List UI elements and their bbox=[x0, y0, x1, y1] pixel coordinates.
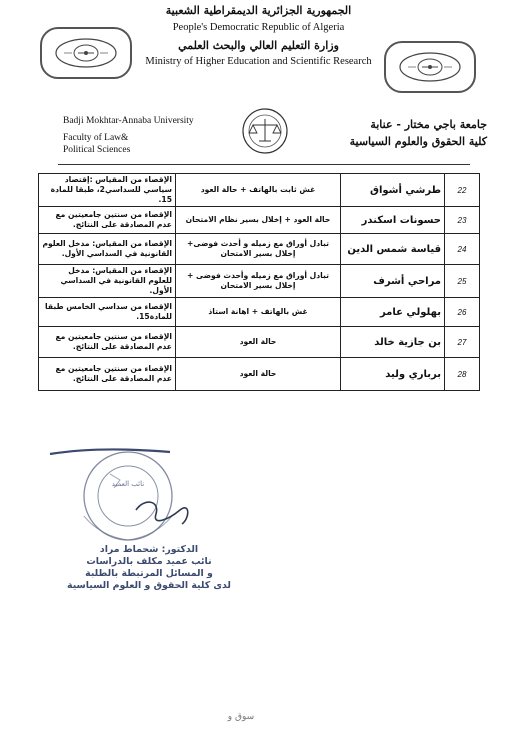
university-name-arabic: جامعة باجي مختار - عنابة bbox=[370, 118, 487, 131]
ministry-english: Ministry of Higher Education and Scientific Research bbox=[145, 56, 372, 67]
faculty-english-line2: Political Sciences bbox=[63, 145, 131, 155]
header-divider bbox=[58, 164, 470, 165]
table-row bbox=[39, 358, 480, 391]
signatory-role-line1: نائب عميد مكلف بالدراسات bbox=[86, 556, 212, 567]
table-row bbox=[39, 265, 480, 298]
left-university-logo bbox=[40, 27, 132, 79]
student-name: مراحي أشرف bbox=[341, 265, 445, 298]
sanction-cell: الإقصاء من سنتين جامعيتين مع عدم المصادقة على النتائج. bbox=[39, 358, 176, 391]
offense-cell: حالة العود bbox=[176, 327, 341, 358]
stamp-signature-area bbox=[40, 440, 231, 610]
offense-cell: حالة العود + إخلال بسير نظام الامتحان bbox=[176, 207, 341, 234]
university-seal-icon bbox=[386, 43, 474, 91]
right-university-logo bbox=[384, 41, 476, 93]
emblem-icon bbox=[232, 103, 298, 161]
page-footer: سوق و bbox=[227, 712, 255, 722]
student-name: طرشي أشواق bbox=[341, 174, 445, 207]
ministry-arabic: وزارة التعليم العالي والبحث العلمي bbox=[178, 39, 339, 52]
sanction-cell: الإقصاء من المقياس: مدخل العلوم القانونية في السداسي الأول. bbox=[39, 234, 176, 265]
official-stamp-icon bbox=[40, 440, 220, 550]
row-number: 26 bbox=[445, 298, 480, 327]
offense-cell: تبادل أوراق مع زميله و أحدث فوضى+ إخلال بسير الامتحان bbox=[176, 234, 341, 265]
student-name: بن جازية خالد bbox=[341, 327, 445, 358]
sanction-cell: الإقصاء من المقياس: مدخل للعلوم القانونية في السداسي الأول. bbox=[39, 265, 176, 298]
signatory-role-line2: و المسائل المرتبطة بالطلبة bbox=[85, 568, 213, 579]
stamp-text: نائب العميد bbox=[111, 480, 145, 488]
university-name-english: Badji Mokhtar-Annaba University bbox=[63, 116, 194, 126]
faculty-name-arabic: كلية الحقوق والعلوم السياسية bbox=[349, 135, 487, 148]
row-number: 25 bbox=[445, 265, 480, 298]
row-number: 28 bbox=[445, 358, 480, 391]
sanction-cell: الإقصاء من سنتين جامعيتين مع عدم المصادقة على النتائج. bbox=[39, 327, 176, 358]
sanction-cell: الإقصاء من سنتين جامعيتين مع عدم المصادقة على النتائج. bbox=[39, 207, 176, 234]
offense-cell: غش ثابت بالهاتف + حالة العود bbox=[176, 174, 341, 207]
table-row bbox=[39, 174, 480, 207]
row-number: 24 bbox=[445, 234, 480, 265]
sanction-cell: الإقصاء من المقياس :إقتصاد سياسي للسداسي2، طبقا للمادة 15. bbox=[39, 174, 176, 207]
table-row bbox=[39, 327, 480, 358]
offense-cell: حالة العود bbox=[176, 358, 341, 391]
table-row bbox=[39, 298, 480, 327]
row-number: 23 bbox=[445, 207, 480, 234]
offense-cell: تبادل أوراق مع زميله وأحدث فوضى + إخلال بسير الامتحان bbox=[176, 265, 341, 298]
sanction-cell: الإقصاء من سداسي الخامس طبقا للمادة15. bbox=[39, 298, 176, 327]
student-name: برباري وليد bbox=[341, 358, 445, 391]
university-seal-icon bbox=[42, 29, 130, 77]
student-name: بهلولي عامر bbox=[341, 298, 445, 327]
faculty-english-line1: Faculty of Law& bbox=[63, 133, 129, 143]
faculty-emblem bbox=[232, 103, 298, 161]
table-row bbox=[39, 234, 480, 265]
sanctions-table bbox=[38, 173, 480, 391]
student-name: حسونات اسكندر bbox=[341, 207, 445, 234]
student-name: قياسة شمس الدين bbox=[341, 234, 445, 265]
row-number: 27 bbox=[445, 327, 480, 358]
republic-arabic: الجمهورية الجزائرية الديمقراطية الشعبية bbox=[165, 4, 352, 17]
signatory-name: الدكتور: شحماط مراد bbox=[99, 544, 199, 555]
offense-cell: غش بالهاتف + اهانة استاذ bbox=[176, 298, 341, 327]
republic-english: People's Democratic Republic of Algeria bbox=[172, 22, 345, 33]
table-row bbox=[39, 207, 480, 234]
signatory-role-line3: لدى كلية الحقوق و العلوم السياسية bbox=[67, 580, 231, 591]
row-number: 22 bbox=[445, 174, 480, 207]
